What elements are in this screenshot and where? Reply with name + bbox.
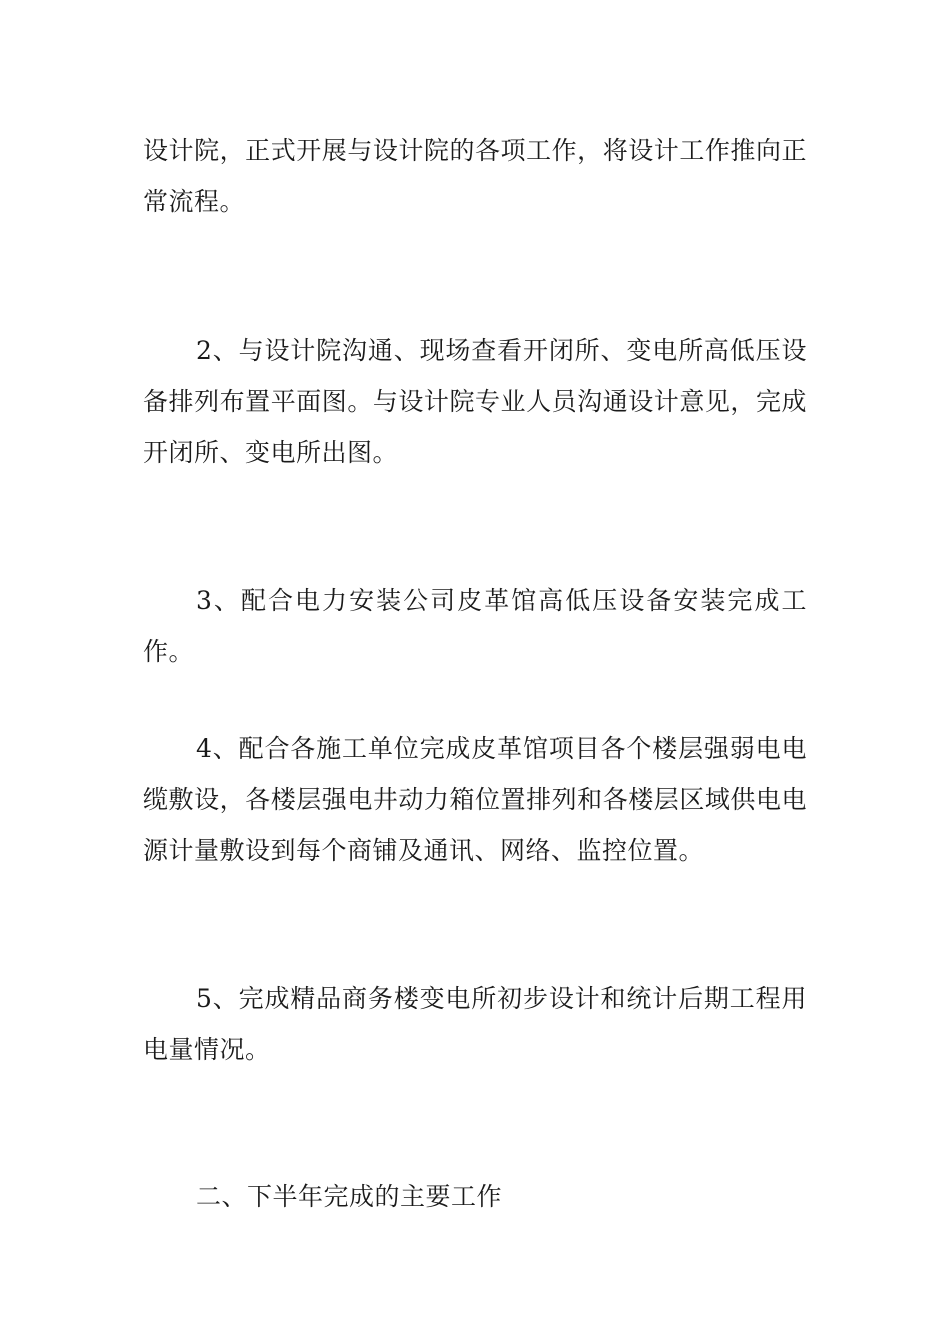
paragraph-item-5: 5、完成精品商务楼变电所初步设计和统计后期工程用电量情况。 [143, 984, 807, 1064]
section-heading: 二、下半年完成的主要工作 [196, 1182, 503, 1211]
paragraph-item-3: 3、配合电力安装公司皮革馆高低压设备安装完成工作。 [143, 586, 807, 666]
paragraph-item-4: 4、配合各施工单位完成皮革馆项目各个楼层强弱电电缆敷设，各楼层强电井动力箱位置排列和各楼层区域供电电源计量敷设到每个商铺及通讯、网络、监控位置。 [143, 734, 807, 865]
paragraph-continuation: 设计院，正式开展与设计院的各项工作，将设计工作推向正常流程。 [143, 136, 807, 216]
paragraph-item-2: 2、与设计院沟通、现场查看开闭所、变电所高低压设备排列布置平面图。与设计院专业人员沟通设计意见，完成开闭所、变电所出图。 [143, 336, 807, 467]
